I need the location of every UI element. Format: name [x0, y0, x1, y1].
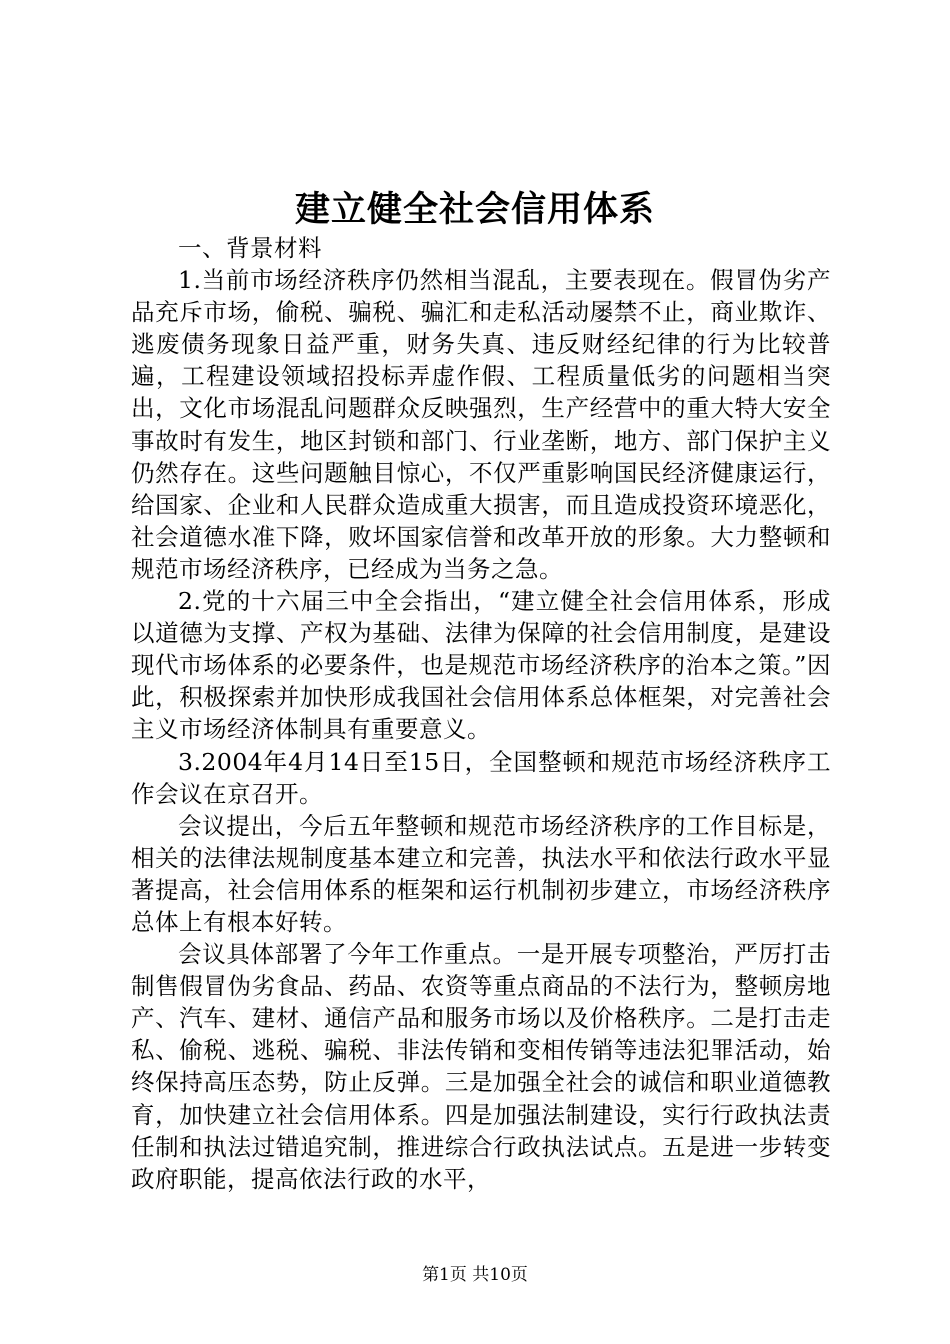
paragraph: 2.党的十六届三中全会指出，“建立健全社会信用体系，形成以道德为支撑、产权为基础、法律为保障的社会信用制度，是建设现代市场体系的必要条件，也是规范市场经济秩序的治本之策。”因此，积极探索并加快形成我国社会信用体系总体框架，对完善社会主义市场经济体制具有重要意义。 [131, 587, 831, 744]
section-heading: 一、背景材料 [178, 234, 322, 262]
paragraph: 会议提出，今后五年整顿和规范市场经济秩序的工作目标是，相关的法律法规制度基本建立和完善，执法水平和依法行政水平显著提高，社会信用体系的框架和运行机制初步建立，市场经济秩序总体上有根本好转。 [131, 811, 831, 936]
paragraph: 1.当前市场经济秩序仍然相当混乱，主要表现在。假冒伪劣产品充斥市场，偷税、骗税、骗汇和走私活动屡禁不止，商业欺诈、逃废债务现象日益严重，财务失真、违反财经纪律的行为比较普遍，工程建设领域招投标弄虚作假、工程质量低劣的问题相当突出，文化市场混乱问题群众反映强烈，生产经营中的重大特大安全事故时有发生，地区封锁和部门、行业垄断，地方、部门保护主义仍然存在。这些问题触目惊心，不仅严重影响国民经济健康运行，给国家、企业和人民群众造成重大损害，而且造成投资环境恶化，社会道德水准下降，败坏国家信誉和改革开放的形象。大力整顿和规范市场经济秩序，已经成为当务之急。 [131, 266, 831, 583]
document-body [131, 232, 831, 1195]
document-title: 建立健全社会信用体系 [294, 189, 655, 230]
paragraph: 3.2004年4月14日至15日，全国整顿和规范市场经济秩序工作会议在京召开。 [131, 747, 831, 808]
paragraph: 会议具体部署了今年工作重点。一是开展专项整治，严厉打击制售假冒伪劣食品、药品、农资等重点商品的不法行为，整顿房地产、汽车、建材、通信产品和服务市场以及价格秩序。二是打击走私、偷税、逃税、骗税、非法传销和变相传销等违法犯罪活动，始终保持高压态势，防止反弹。三是加强全社会的诚信和职业道德教育，加快建立社会信用体系。四是加强法制建设，实行行政执法责任制和执法过错追究制，推进综合行政执法试点。五是进一步转变政府职能，提高依法行政的水平， [131, 940, 831, 1193]
page-footer: 第1页 共10页 [422, 1265, 528, 1285]
